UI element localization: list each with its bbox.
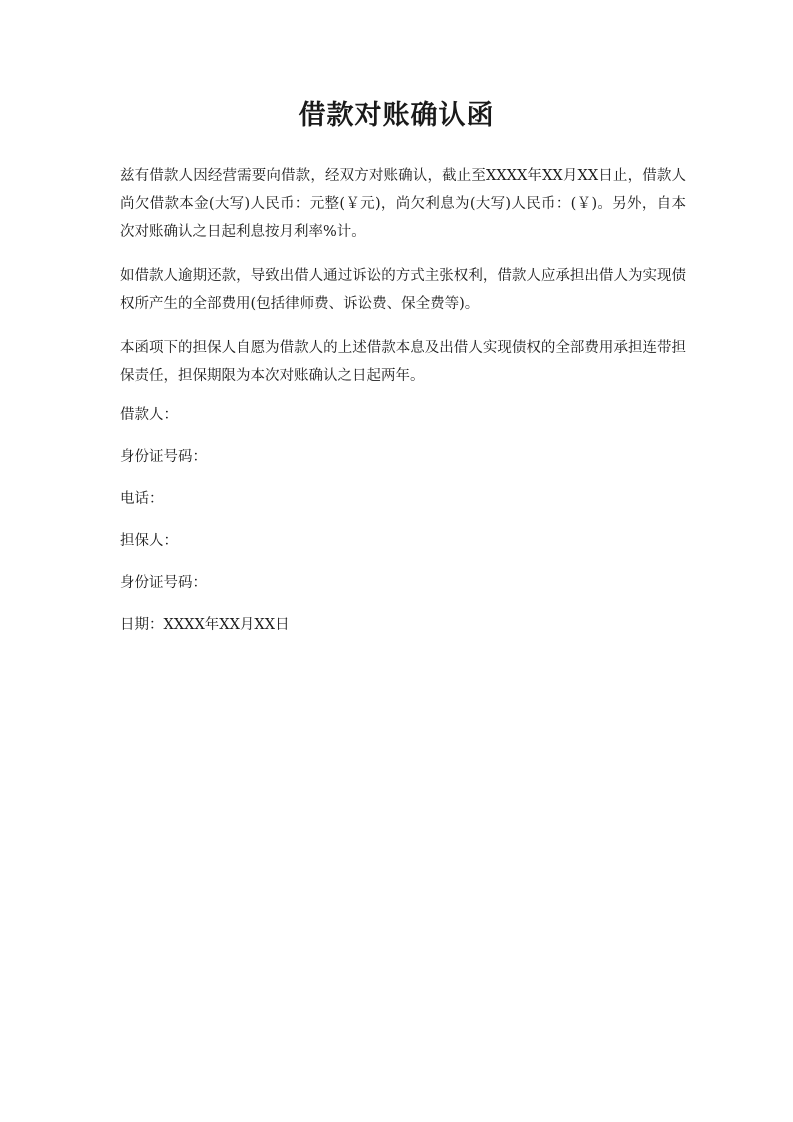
phone-field: 电话： xyxy=(120,491,164,507)
guarantor-field: 担保人： xyxy=(120,533,178,549)
document-title: 借款对账确认函 xyxy=(298,100,495,131)
guarantor-id-field: 身份证号码： xyxy=(120,575,207,591)
date-field: 日期：XXXX年XX月XX日 xyxy=(120,617,290,633)
paragraph-confirmation: 兹有借款人因经营需要向借款，经双方对账确认，截止至XXXX年XX月XX日止，借款人尚欠借款本金(大写)人民币：元整(￥元)，尚欠利息为(大写)人民币：(￥)。另外，自本次对账确认之日起利息按月利率%计。 xyxy=(120,168,686,240)
paragraph-overdue-costs: 如借款人逾期还款，导致出借人通过诉讼的方式主张权利，借款人应承担出借人为实现债权所产生的全部费用(包括律师费、诉讼费、保全费等)。 xyxy=(120,268,686,312)
paragraph-guarantee: 本函项下的担保人自愿为借款人的上述借款本息及出借人实现债权的全部费用承担连带担保责任，担保期限为本次对账确认之日起两年。 xyxy=(120,340,686,384)
borrower-field: 借款人： xyxy=(120,407,178,423)
borrower-id-field: 身份证号码： xyxy=(120,449,207,465)
